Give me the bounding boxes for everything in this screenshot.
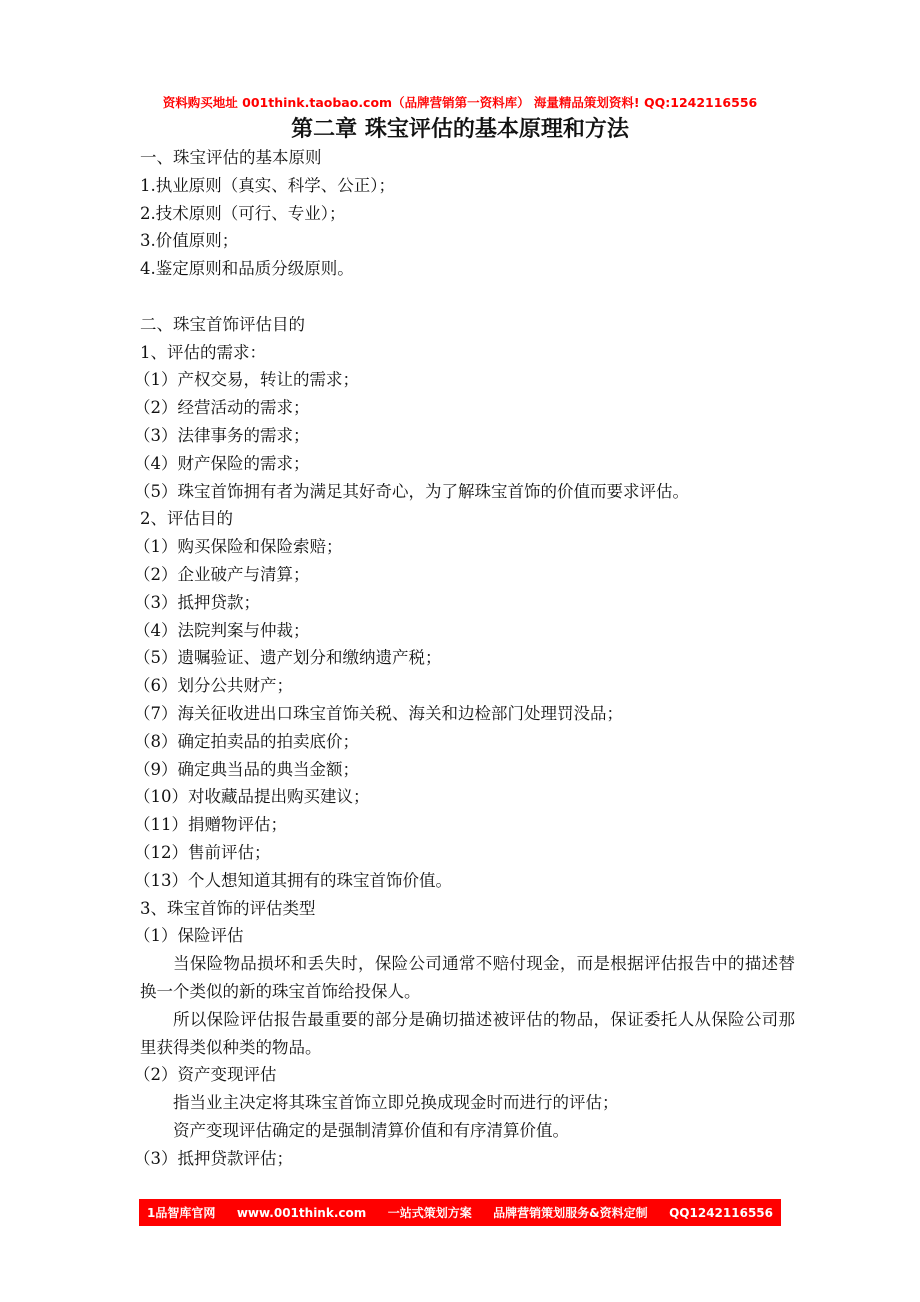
section-heading: 一、珠宝评估的基本原则 [140,148,322,167]
text-line: 2.技术原则（可行、专业）； [140,203,346,223]
text-line: （4）法院判案与仲裁； [134,620,310,640]
footer-qq: QQ1242116556 [669,1205,773,1220]
header-banner: 资料购买地址 001think.taobao.com（品牌营销第一资料库） 海量精品策划资料! QQ:1242116556 [162,95,758,110]
paragraph: 当保险物品损坏和丢失时，保险公司通常不赔付现金，而是根据评估报告中的描述替换一个类似的新的珠宝首饰给投保人。 [140,954,795,1001]
text-line: 1、评估的需求： [140,342,266,362]
text-line: （10）对收藏品提出购买建议； [134,787,370,807]
text-line: （13）个人想知道其拥有的珠宝首饰价值。 [134,870,452,890]
document-body [134,144,795,1172]
text-line: （5）遗嘱验证、遗产划分和缴纳遗产税； [134,648,442,668]
text-line: 3、珠宝首饰的评估类型 [140,898,316,918]
text-line: （1）产权交易，转让的需求； [134,370,359,390]
text-line: （2）企业破产与清算； [134,564,310,584]
footer-url[interactable]: www.001think.com [236,1205,367,1220]
text-line: 3.价值原则； [140,231,239,251]
footer-slogan: 一站式策划方案 [387,1206,472,1220]
text-line: （3）抵押贷款评估； [134,1148,293,1168]
page-title: 第二章 珠宝评估的基本原理和方法 [291,117,629,142]
paragraph: 所以保险评估报告最重要的部分是确切描述被评估的物品，保证委托人从保险公司那里获得类似种类的物品。 [140,1009,795,1057]
text-line: （1）保险评估 [134,926,244,946]
text-line: （3）法律事务的需求； [134,425,310,445]
text-line: （6）划分公共财产； [134,676,293,696]
text-line: 2、评估目的 [140,509,233,529]
text-line: （4）财产保险的需求； [134,453,310,473]
text-line: 4.鉴定原则和品质分级原则。 [140,259,354,279]
paragraph: 指当业主决定将其珠宝首饰立即兑换成现金时而进行的评估； [173,1093,619,1113]
footer-service: 品牌营销策划服务&资料定制 [493,1206,648,1220]
text-line: （2）经营活动的需求； [134,398,310,418]
text-line: （9）确定典当品的典当金额； [134,759,359,779]
section-heading: 二、珠宝首饰评估目的 [140,314,305,334]
text-line: （1）购买保险和保险索赔； [134,537,343,557]
text-line: （12）售前评估； [134,842,271,862]
text-line: （8）确定拍卖品的拍卖底价； [134,731,359,751]
paragraph: 资产变现评估确定的是强制清算价值和有序清算价值。 [173,1120,569,1140]
text-line: （11）捐赠物评估； [134,815,287,835]
text-line: （2）资产变现评估 [134,1065,277,1085]
text-line: （5）珠宝首饰拥有者为满足其好奇心，为了解珠宝首饰的价值而要求评估。 [134,481,689,501]
text-line [140,283,795,311]
text-line: （7）海关征收进出口珠宝首饰关税、海关和边检部门处理罚没品； [134,703,623,723]
text-line: （3）抵押贷款； [134,592,260,612]
text-line: 1.执业原则（真实、科学、公正）； [140,175,395,195]
footer-banner [139,1199,781,1226]
footer-site: 1品智库官网 [147,1206,216,1220]
